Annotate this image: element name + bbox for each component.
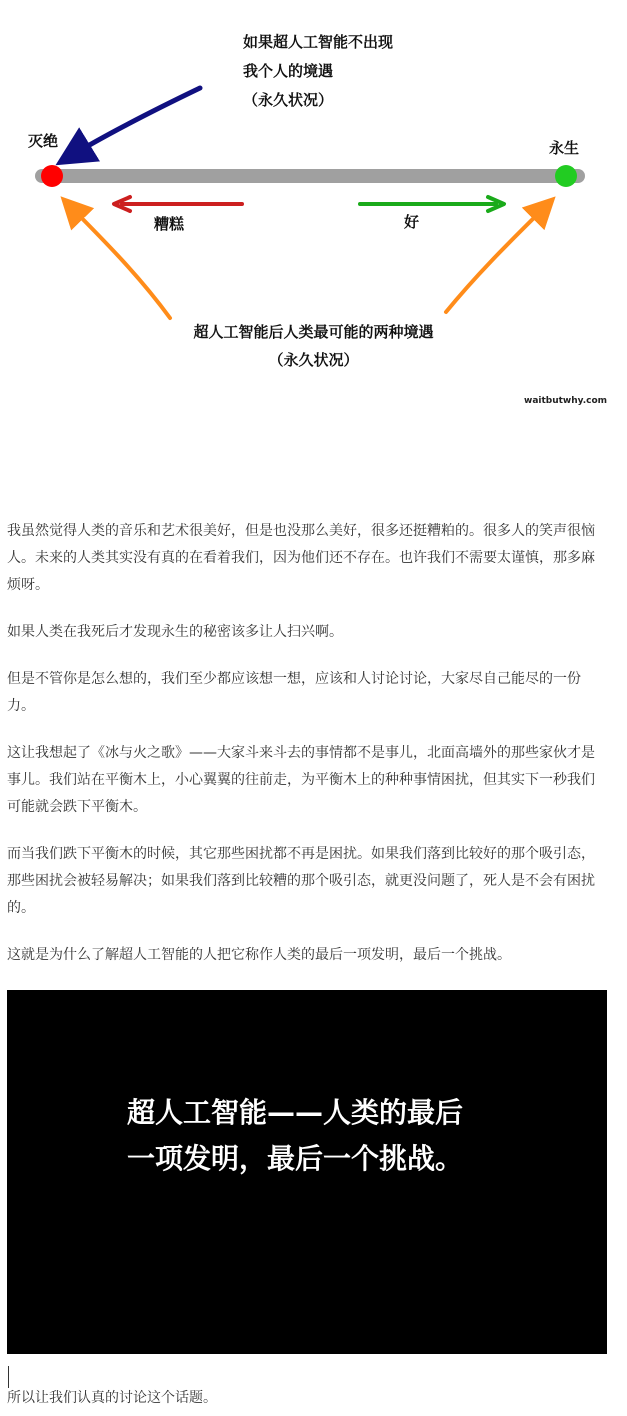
paragraph: 但是不管你是怎么想的，我们至少都应该想一想，应该和人讨论讨论，大家尽自己能尽的一份力。 (7, 671, 581, 714)
top-note-line: 如果超人工智能不出现 (243, 33, 394, 51)
paragraph: 如果人类在我死后才发现永生的秘密该多让人扫兴啊。 (7, 624, 343, 640)
bottom-arrow-right (446, 202, 550, 312)
immortality-dot (555, 165, 577, 187)
paragraph: 这让我想起了《冰与火之歌》——大家斗来斗去的事情都不是事儿，北面高墙外的那些家伙才是事儿。我们站在平衡木上，小心翼翼的往前走，为平衡木上的种种事情困扰，但其实下一秒我们可能就会跌下平衡木。 (7, 745, 595, 815)
article-body (7, 518, 607, 989)
paragraph: 我虽然觉得人类的音乐和艺术很美好，但是也没那么美好，很多还挺糟粕的。很多人的笑声很恼人。未来的人类其实没有真的在看着我们，因为他们还不存在。也许我们不需要太谨慎，那多麻烦呀。 (7, 523, 595, 593)
bottom-note-line: 超人工智能后人类最可能的两种境遇 (193, 323, 434, 341)
good-label: 好 (404, 213, 420, 231)
source-credit: waitbutwhy.com (524, 396, 608, 406)
immortality-label: 永生 (549, 139, 580, 157)
quote-line: 一项发明，最后一个挑战。 (127, 1142, 464, 1175)
quote-text (127, 1090, 547, 1182)
closing-paragraph: 所以让我们认真的讨论这个话题。 (7, 1390, 217, 1406)
bottom-note (0, 320, 627, 376)
balance-beam-diagram (0, 0, 627, 440)
paragraph: 而当我们跌下平衡木的时候，其它那些困扰都不再是困扰。如果我们落到比较好的那个吸引态，那些困扰会被轻易解决；如果我们落到比较糟的那个吸引态，就更没问题了，死人是不会有困扰的。 (7, 846, 595, 916)
top-note-line: 我个人的境遇 (243, 62, 334, 80)
extinction-dot (41, 165, 63, 187)
quote-line: 超人工智能——人类的最后 (127, 1096, 464, 1129)
bottom-note-line: （永久状况） (268, 351, 359, 369)
top-note (243, 30, 393, 117)
top-note-arrow (64, 88, 200, 160)
bad-label: 糟糕 (154, 215, 185, 233)
extinction-label: 灭绝 (28, 132, 59, 150)
quote-banner (7, 990, 607, 1354)
top-note-line: （永久状况） (243, 91, 334, 109)
paragraph: 这就是为什么了解超人工智能的人把它称作人类的最后一项发明，最后一个挑战。 (7, 947, 511, 963)
